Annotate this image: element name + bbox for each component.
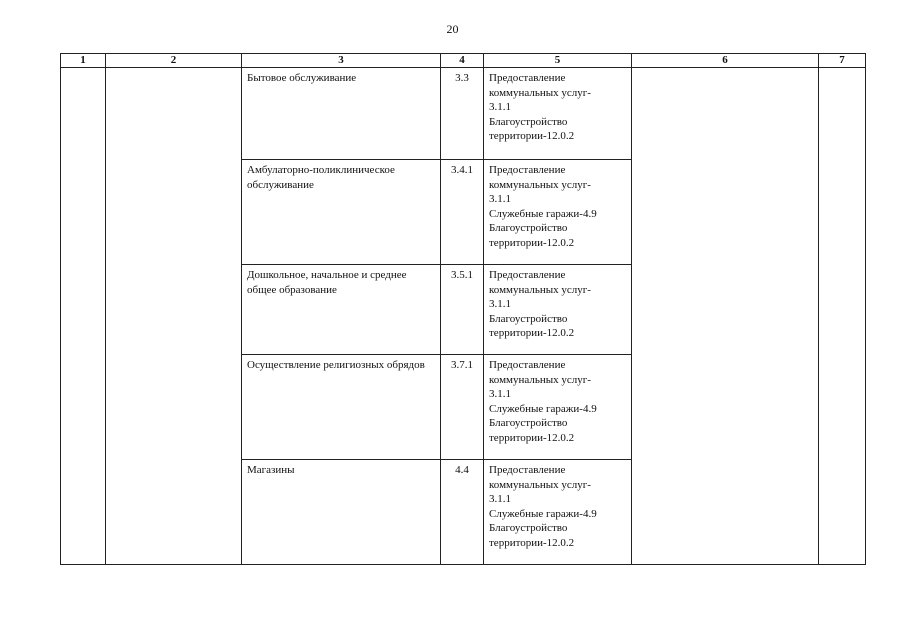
auxiliary-line: коммунальных услуг- [489, 178, 591, 191]
auxiliary-line: территории-12.0.2 [489, 536, 575, 549]
land-use-table [60, 53, 866, 565]
cell-col-7 [819, 68, 866, 565]
auxiliary-line: Служебные гаражи-4.9 [489, 402, 597, 415]
auxiliary-line: коммунальных услуг- [489, 86, 591, 99]
auxiliary-line: Предоставление [489, 72, 566, 84]
auxiliary-line: территории-12.0.2 [489, 130, 575, 142]
header-col-2: 2 [106, 54, 242, 68]
auxiliary-line: территории-12.0.2 [489, 236, 575, 249]
cell-col-6 [632, 68, 819, 565]
use-name: Осуществление религиозных обрядов [242, 355, 441, 460]
header-col-3: 3 [242, 54, 441, 68]
use-code: 3.4.1 [441, 160, 484, 265]
auxiliary-line: 3.1.1 [489, 388, 511, 400]
auxiliary-line: Предоставление [489, 164, 566, 176]
auxiliary-line: 3.1.1 [489, 298, 511, 310]
cell-col-1 [61, 68, 106, 565]
auxiliary-line: коммунальных услуг- [489, 283, 591, 296]
auxiliary-line: Благоустройство [489, 522, 568, 534]
auxiliary-line: Благоустройство [489, 417, 568, 429]
auxiliary-uses [484, 68, 632, 160]
cell-col-2 [106, 68, 242, 565]
header-col-7: 7 [819, 54, 866, 68]
auxiliary-line: Благоустройство [489, 312, 568, 325]
use-code: 3.7.1 [441, 355, 484, 460]
auxiliary-line: Предоставление [489, 269, 566, 281]
auxiliary-line: 3.1.1 [489, 193, 511, 205]
auxiliary-line: территории-12.0.2 [489, 327, 575, 339]
use-name: Амбулаторно-поликлиническое обслуживание [242, 160, 441, 265]
use-code: 4.4 [441, 460, 484, 565]
header-col-5: 5 [484, 54, 632, 68]
use-name: Магазины [242, 460, 441, 565]
use-name: Бытовое обслуживание [242, 68, 441, 160]
auxiliary-uses [484, 355, 632, 460]
auxiliary-uses [484, 460, 632, 565]
auxiliary-line: Служебные гаражи-4.9 [489, 207, 597, 220]
auxiliary-line: Служебные гаражи-4.9 [489, 507, 597, 520]
auxiliary-line: коммунальных услуг- [489, 478, 591, 491]
auxiliary-line: территории-12.0.2 [489, 431, 575, 444]
header-col-4: 4 [441, 54, 484, 68]
auxiliary-line: коммунальных услуг- [489, 373, 591, 386]
auxiliary-uses [484, 160, 632, 265]
page-number: 20 [446, 22, 459, 36]
auxiliary-uses [484, 265, 632, 355]
header-col-1: 1 [61, 54, 106, 68]
auxiliary-line: Предоставление [489, 359, 566, 371]
auxiliary-line: 3.1.1 [489, 493, 511, 505]
use-name: Дошкольное, начальное и среднее общее образование [242, 265, 441, 355]
header-col-6: 6 [632, 54, 819, 68]
auxiliary-line: Благоустройство [489, 222, 568, 234]
use-code: 3.5.1 [441, 265, 484, 355]
auxiliary-line: Предоставление [489, 464, 566, 476]
header-row [61, 54, 866, 68]
auxiliary-line: Благоустройство [489, 115, 568, 128]
auxiliary-line: 3.1.1 [489, 101, 511, 113]
use-code: 3.3 [441, 68, 484, 160]
table-row [61, 68, 866, 160]
